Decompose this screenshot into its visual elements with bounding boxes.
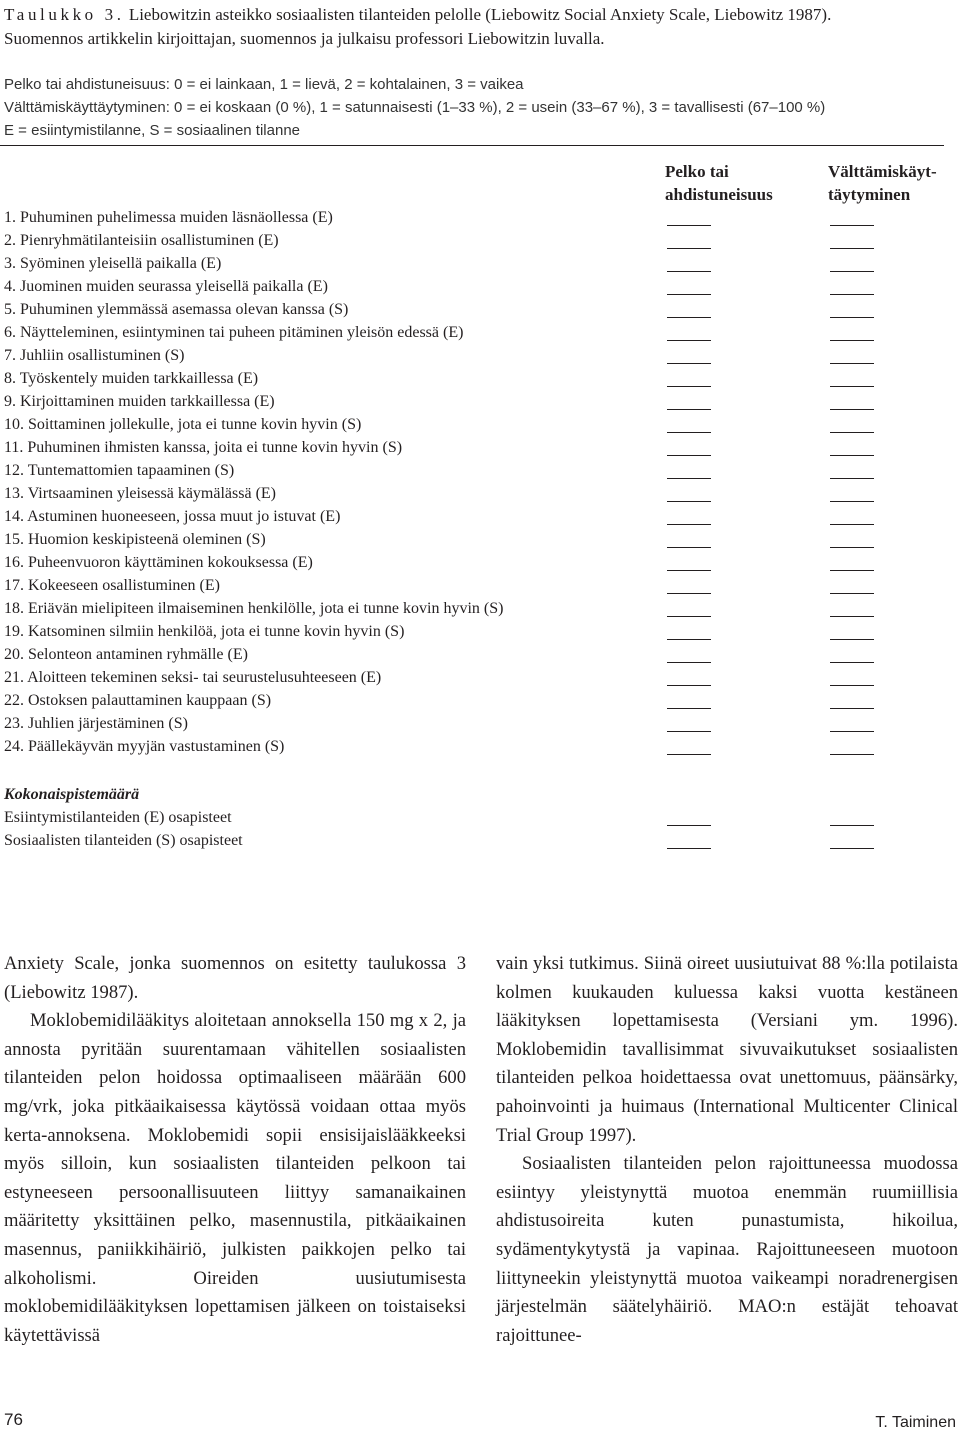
avoidance-score-blank[interactable]	[830, 570, 874, 571]
column-header-avoidance-line-1: Välttämiskäyt-	[828, 162, 937, 181]
table-row: 11. Puhuminen ihmisten kanssa, joita ei tunne kovin hyvin (S)	[4, 439, 403, 456]
fear-score-blank[interactable]	[667, 248, 711, 249]
column-header-avoidance	[828, 160, 958, 206]
avoidance-score-blank[interactable]	[830, 455, 874, 456]
body-text-left-column	[4, 950, 466, 1350]
avoidance-score-blank[interactable]	[830, 593, 874, 594]
avoidance-score-blank[interactable]	[830, 478, 874, 479]
fear-score-blank[interactable]	[667, 225, 711, 226]
column-header-fear-line-2: ahdistuneisuus	[665, 185, 773, 204]
table-row: 21. Aloitteen tekeminen seksi- tai seurustelusuhteeseen (E)	[4, 669, 382, 686]
table-row: 20. Selonteon antaminen ryhmälle (E)	[4, 646, 248, 663]
fear-score-blank[interactable]	[667, 662, 711, 663]
table-row: 4. Juominen muiden seurassa yleisellä paikalla (E)	[4, 278, 328, 295]
table-caption	[4, 3, 954, 51]
table-row: 9. Kirjoittaminen muiden tarkkaillessa (E)	[4, 393, 275, 410]
fear-score-blank[interactable]	[667, 501, 711, 502]
table-row: 8. Työskentely muiden tarkkaillessa (E)	[4, 370, 259, 387]
table-row: 18. Eriävän mielipiteen ilmaiseminen henkilölle, jota ei tunne kovin hyvin (S)	[4, 600, 504, 617]
fear-score-blank[interactable]	[667, 271, 711, 272]
fear-score-blank[interactable]	[667, 432, 711, 433]
totals-row: Esiintymistilanteiden (E) osapisteet	[4, 809, 232, 826]
fear-score-blank[interactable]	[667, 547, 711, 548]
avoidance-score-blank[interactable]	[830, 386, 874, 387]
avoidance-score-blank[interactable]	[830, 708, 874, 709]
avoidance-total-blank[interactable]	[830, 825, 874, 826]
totals-title: Kokonaispistemäärä	[4, 786, 140, 803]
avoidance-score-blank[interactable]	[830, 248, 874, 249]
table-row: 6. Näytteleminen, esiintyminen tai puheen pitäminen yleisön edessä (E)	[4, 324, 464, 341]
column-header-avoidance-line-2: täytyminen	[828, 185, 911, 204]
avoidance-score-blank[interactable]	[830, 639, 874, 640]
table-title-line-1: Liebowitzin asteikko sosiaalisten tilanteiden pelolle (Liebowitz Social Anxiety Scale, Liebowitz 1987).	[128, 5, 832, 24]
fear-score-blank[interactable]	[667, 616, 711, 617]
fear-score-blank[interactable]	[667, 731, 711, 732]
table-row: 7. Juhliin osallistuminen (S)	[4, 347, 185, 364]
table-row: 16. Puheenvuoron käyttäminen kokouksessa (E)	[4, 554, 313, 571]
fear-score-blank[interactable]	[667, 478, 711, 479]
table-row: 13. Virtsaaminen yleisessä käymälässä (E)	[4, 485, 276, 502]
avoidance-score-blank[interactable]	[830, 685, 874, 686]
table-row: 5. Puhuminen ylemmässä asemassa olevan kanssa (S)	[4, 301, 349, 318]
fear-score-blank[interactable]	[667, 754, 711, 755]
table-row: 12. Tuntemattomien tapaaminen (S)	[4, 462, 235, 479]
fear-score-blank[interactable]	[667, 317, 711, 318]
running-author: T. Taiminen	[875, 1414, 956, 1431]
fear-score-blank[interactable]	[667, 386, 711, 387]
table-label: Taulukko 3.	[4, 5, 125, 24]
table-row: 1. Puhuminen puhelimessa muiden läsnäollessa (E)	[4, 209, 333, 226]
body-paragraph: vain yksi tutkimus. Siinä oireet uusiutuivat 88 %:lla potilaista kolmen kuukauden kuluessa kaksi vuotta kestäneen lääkityksen lopettamisesta (Versiani ym. 1996). Moklobemidin tavallisimmat sivuvaikutukset sosiaalisten tilanteiden pelkoa hoidettaessa ovat unettomuus, päänsärky, pahoinvointi ja huimaus (International Multicenter Clinical Trial Group 1997).	[496, 953, 958, 1146]
avoidance-score-blank[interactable]	[830, 432, 874, 433]
avoidance-score-blank[interactable]	[830, 524, 874, 525]
table-row: 24. Päällekäyvän myyjän vastustaminen (S)	[4, 738, 285, 755]
table-row: 22. Ostoksen palauttaminen kauppaan (S)	[4, 692, 272, 709]
fear-total-blank[interactable]	[667, 825, 711, 826]
avoidance-score-blank[interactable]	[830, 363, 874, 364]
avoidance-score-blank[interactable]	[830, 340, 874, 341]
avoidance-score-blank[interactable]	[830, 271, 874, 272]
table-top-rule	[0, 145, 944, 146]
avoidance-score-blank[interactable]	[830, 317, 874, 318]
fear-score-blank[interactable]	[667, 685, 711, 686]
avoidance-score-blank[interactable]	[830, 754, 874, 755]
page-number: 76	[4, 1410, 23, 1429]
body-paragraph: Sosiaalisten tilanteiden pelon rajoittuneessa muodossa esiintyy yleistynyttä muotoa enemmän ruumiillisia ahdistusoireita kuten punastumista, hikoilua, sydämentykytystä ja vapinaa. Rajoittuneeseen muotoon liittyneekin yleistynyttä muotoa vaikeampi noradrenergisen järjestelmän säätelyhäiriö. MAO:n estäjät tehoavat rajoittunee-	[496, 1153, 958, 1346]
avoidance-score-blank[interactable]	[830, 547, 874, 548]
fear-score-blank[interactable]	[667, 524, 711, 525]
table-row: 15. Huomion keskipisteenä oleminen (S)	[4, 531, 266, 548]
table-row: 3. Syöminen yleisellä paikalla (E)	[4, 255, 222, 272]
fear-score-blank[interactable]	[667, 363, 711, 364]
column-header-fear-line-1: Pelko tai	[665, 162, 729, 181]
fear-score-blank[interactable]	[667, 593, 711, 594]
avoidance-score-blank[interactable]	[830, 616, 874, 617]
fear-score-blank[interactable]	[667, 570, 711, 571]
avoidance-total-blank[interactable]	[830, 848, 874, 849]
fear-score-blank[interactable]	[667, 294, 711, 295]
table-row: 17. Kokeeseen osallistuminen (E)	[4, 577, 220, 594]
fear-total-blank[interactable]	[667, 848, 711, 849]
fear-score-blank[interactable]	[667, 340, 711, 341]
column-header-fear	[665, 160, 815, 206]
fear-score-blank[interactable]	[667, 639, 711, 640]
avoidance-score-blank[interactable]	[830, 501, 874, 502]
table-row: 14. Astuminen huoneeseen, jossa muut jo istuvat (E)	[4, 508, 341, 525]
body-paragraph: Moklobemidilääkitys aloitetaan annoksella 150 mg x 2, ja annosta pyritään suurentamaan vähitellen sosiaalisten tilanteiden pelon hoidossa optimaaliseen määrään 600 mg/vrk, joka pitkäaikaisessa käytössä voidaan ottaa myös kerta-annoksena. Moklobemidi sopii ensisijaislääkkeeksi myös silloin, kun sosiaalisten tilanteiden pelkoon tai estyneeseen persoonallisuuteen liittyy samanaikainen määritetty yksittäinen pelko, masennustila, pitkäaikainen masennus, paniikkihäiriö, julkisten paikkojen pelko tai alkoholismi. Oireiden uusiutumisesta moklobemidilääkityksen lopettamisen jälkeen on toistaiseksi käytettävissä	[4, 1010, 466, 1346]
table-row: 10. Soittaminen jollekulle, jota ei tunne kovin hyvin (S)	[4, 416, 362, 433]
body-text-right-column	[496, 950, 958, 1350]
body-paragraph: Anxiety Scale, jonka suomennos on esitetty taulukossa 3 (Liebowitz 1987).	[4, 953, 466, 1003]
table-row: 2. Pienryhmätilanteisiin osallistuminen (E)	[4, 232, 279, 249]
legend-fear-scale: Pelko tai ahdistuneisuus: 0 = ei lainkaan, 1 = lievä, 2 = kohtalainen, 3 = vaikea	[4, 76, 524, 93]
legend-avoidance-scale: Välttämiskäyttäytyminen: 0 = ei koskaan (0 %), 1 = satunnaisesti (1–33 %), 2 = usein (33–67 %), 3 = tavallisesti (67–100 %)	[4, 99, 826, 116]
scoring-legend	[4, 73, 954, 142]
fear-score-blank[interactable]	[667, 409, 711, 410]
table-title-line-2: Suomennos artikkelin kirjoittajan, suomennos ja julkaisu professori Liebowitzin luvalla.	[4, 29, 605, 48]
avoidance-score-blank[interactable]	[830, 225, 874, 226]
fear-score-blank[interactable]	[667, 708, 711, 709]
table-row: 19. Katsominen silmiin henkilöä, jota ei tunne kovin hyvin (S)	[4, 623, 405, 640]
table-row: 23. Juhlien järjestäminen (S)	[4, 715, 188, 732]
legend-situation-types: E = esiintymistilanne, S = sosiaalinen tilanne	[4, 122, 301, 139]
totals-row: Sosiaalisten tilanteiden (S) osapisteet	[4, 832, 243, 849]
avoidance-score-blank[interactable]	[830, 662, 874, 663]
fear-score-blank[interactable]	[667, 455, 711, 456]
avoidance-score-blank[interactable]	[830, 731, 874, 732]
avoidance-score-blank[interactable]	[830, 294, 874, 295]
avoidance-score-blank[interactable]	[830, 409, 874, 410]
